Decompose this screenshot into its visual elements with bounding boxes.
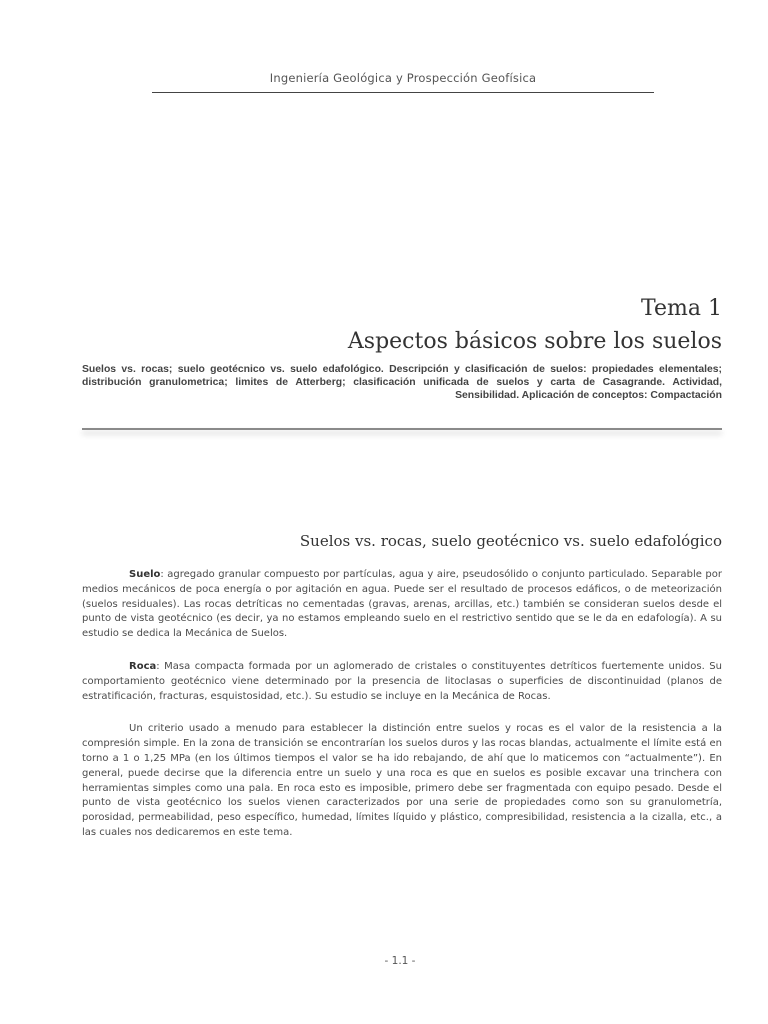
header-divider	[152, 92, 654, 93]
paragraph-roca	[82, 660, 722, 704]
chapter-summary: Suelos vs. rocas; suelo geotécnico vs. suelo edafológico. Descripción y clasificación de suelos: propiedades elementales; distribución granulometrica; limites de Atterberg; clasificación unificada de suelos y carta de Casagrande. Actividad, Sensibilidad. Aplicación de conceptos: Compactación	[82, 364, 722, 401]
paragraph-criterio	[82, 722, 722, 840]
paragraph-text: Un criterio usado a menudo para establecer la distinción entre suelos y rocas es el valor de la resistencia a la compresión simple. En la zona de transición se encontrarían los suelos duros y las rocas blandas, actualmente el límite está en torno a 1 o 1,25 MPa (en los últimos tiempos el valor se ha ido rebajando, de ahí que lo maticemos con “actualmente”). En general, puede decirse que la diferencia entre un suelo y una roca es que en suelos es posible excavar una trinchera con herramientas simples como una pala. En roca esto es imposible, primero debe ser fragmentada con equipo pesado. Desde el punto de vista geotécnico los suelos vienen caracterizados por una serie de propiedades como son su granulometría, porosidad, permeabilidad, peso específico, humedad, límites líquido y plástico, compresibilidad, resistencia a la cizalla, etc., a las cuales nos dedicaremos en este tema.	[82, 723, 722, 838]
running-header: Ingeniería Geológica y Prospección Geofísica	[269, 71, 537, 85]
section-heading: Suelos vs. rocas, suelo geotécnico vs. suelo edafológico	[299, 532, 722, 550]
term-suelo: Suelo	[129, 569, 161, 580]
paragraph-suelo	[82, 568, 722, 642]
term-roca: Roca	[129, 660, 157, 672]
body-text	[82, 568, 722, 859]
page-number: - 1.1 -	[384, 955, 416, 967]
paragraph-text: : agregado granular compuesto por partículas, agua y aire, pseudosólido o conjunto particulado. Separable por medios mecánicos de poca energía o por agitación en agua. Puede ser el resultado de procesos edáficos, o de meteorización (suelos residuales). Las rocas detríticas no cementadas (gravas, arenas, arcillas, etc.) también se consideran suelos desde el punto de vista geotécnico (es decir, ya no estamos empleando suelo en el restrictivo sentido que se le da en edafología). A su estudio se dedica la Mecánica de Suelos.	[82, 569, 722, 640]
chapter-number: Tema 1	[641, 296, 722, 321]
chapter-divider	[82, 428, 722, 430]
paragraph-text: : Masa compacta formada por un aglomerado de cristales o constituyentes detríticos fuertemente unidos. Su comportamiento geotécnico viene determinado por la presencia de litoclasas o superficies de discontinuidad (planos de estratificación, fracturas, esquistosidad, etc.). Su estudio se incluye en la Mecánica de Rocas.	[82, 660, 722, 702]
chapter-title: Aspectos básicos sobre los suelos	[347, 329, 722, 354]
